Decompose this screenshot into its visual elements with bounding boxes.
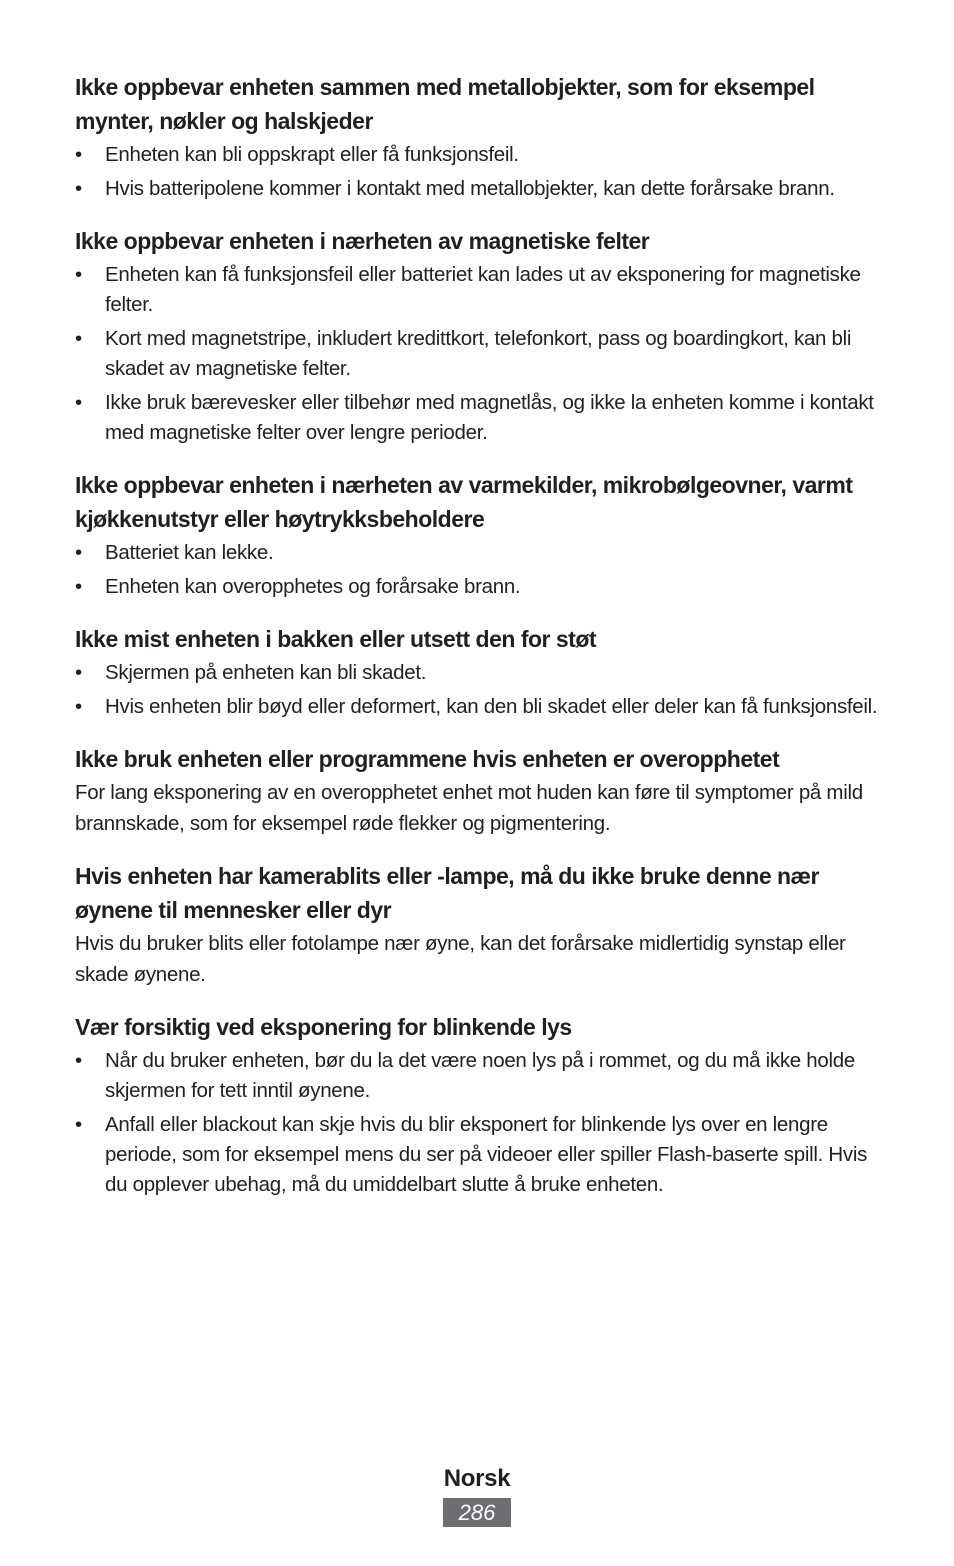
bullet-icon: • xyxy=(75,575,82,598)
list-item-text: Når du bruker enheten, bør du la det være noen lys på i rommet, og du må ikke holde skjermen for tett inntil øynene. xyxy=(105,1049,855,1102)
section-heading: Ikke oppbevar enheten sammen med metallobjekter, som for eksempel mynter, nøkler og halskjeder xyxy=(75,74,815,134)
list-item xyxy=(75,692,885,722)
list-item xyxy=(75,572,885,602)
section-heading: Ikke oppbevar enheten i nærheten av varmekilder, mikrobølgeovner, varmt kjøkkenutstyr eller høytrykksbeholdere xyxy=(75,472,853,532)
list-item xyxy=(75,658,885,688)
list-item-text: Skjermen på enheten kan bli skadet. xyxy=(105,661,427,684)
bullet-icon: • xyxy=(75,143,82,166)
list-item-text: Hvis enheten blir bøyd eller deformert, kan den bli skadet eller deler kan få funksjonsfeil. xyxy=(105,695,878,718)
section-heat-sources xyxy=(75,468,885,602)
bullet-list xyxy=(75,140,885,204)
bullet-icon: • xyxy=(75,327,82,350)
bullet-list xyxy=(75,1046,885,1200)
bullet-list xyxy=(75,658,885,722)
bullet-icon: • xyxy=(75,1113,82,1136)
section-metal-objects xyxy=(75,70,885,204)
document-body xyxy=(75,70,885,1204)
list-item xyxy=(75,140,885,170)
list-item-text: Anfall eller blackout kan skje hvis du blir eksponert for blinkende lys over en lengre periode, som for eksempel mens du ser på videoer eller spiller Flash-baserte spill. Hvis du opplever ubehag, må du umiddelbart slutte å bruke enheten. xyxy=(105,1113,868,1196)
section-heading: Vær forsiktig ved eksponering for blinkende lys xyxy=(75,1014,572,1040)
section-paragraph: Hvis du bruker blits eller fotolampe nær øyne, kan det forårsake midlertidig synstap eller skade øynene. xyxy=(75,932,846,986)
bullet-icon: • xyxy=(75,391,82,414)
section-magnetic-fields xyxy=(75,224,885,448)
list-item-text: Batteriet kan lekke. xyxy=(105,541,274,564)
bullet-icon: • xyxy=(75,177,82,200)
footer-language: Norsk xyxy=(443,1465,511,1492)
section-heading: Ikke bruk enheten eller programmene hvis enheten er overopphetet xyxy=(75,746,780,772)
bullet-icon: • xyxy=(75,263,82,286)
list-item-text: Kort med magnetstripe, inkludert kredittkort, telefonkort, pass og boardingkort, kan bli skadet av magnetiske felter. xyxy=(105,327,852,380)
section-paragraph: For lang eksponering av en overopphetet enhet mot huden kan føre til symptomer på mild brannskade, som for eksempel røde flekker og pigmentering. xyxy=(75,781,863,835)
bullet-icon: • xyxy=(75,695,82,718)
list-item-text: Ikke bruk bærevesker eller tilbehør med magnetlås, og ikke la enheten komme i kontakt med magnetiske felter over lengre perioder. xyxy=(105,391,874,444)
bullet-icon: • xyxy=(75,661,82,684)
section-heading: Ikke oppbevar enheten i nærheten av magnetiske felter xyxy=(75,228,650,254)
list-item xyxy=(75,388,885,448)
section-heading: Ikke mist enheten i bakken eller utsett den for støt xyxy=(75,626,597,652)
page-number: 286 xyxy=(443,1498,511,1527)
list-item-text: Enheten kan overopphetes og forårsake brann. xyxy=(105,575,521,598)
list-item-text: Enheten kan bli oppskrapt eller få funksjonsfeil. xyxy=(105,143,519,166)
section-heading: Hvis enheten har kamerablits eller -lampe, må du ikke bruke denne nær øynene til mennesker eller dyr xyxy=(75,863,819,923)
list-item xyxy=(75,260,885,320)
list-item xyxy=(75,1110,885,1200)
section-overheated xyxy=(75,742,885,839)
section-camera-flash xyxy=(75,859,885,990)
bullet-list xyxy=(75,538,885,602)
list-item xyxy=(75,538,885,568)
list-item xyxy=(75,174,885,204)
bullet-icon: • xyxy=(75,541,82,564)
list-item xyxy=(75,1046,885,1106)
bullet-list xyxy=(75,260,885,448)
section-drop-impact xyxy=(75,622,885,722)
section-flashing-lights xyxy=(75,1010,885,1200)
list-item-text: Hvis batteripolene kommer i kontakt med metallobjekter, kan dette forårsake brann. xyxy=(105,177,835,200)
bullet-icon: • xyxy=(75,1049,82,1072)
page-footer xyxy=(0,1462,954,1527)
list-item-text: Enheten kan få funksjonsfeil eller batteriet kan lades ut av eksponering for magnetiske felter. xyxy=(105,263,861,316)
list-item xyxy=(75,324,885,384)
